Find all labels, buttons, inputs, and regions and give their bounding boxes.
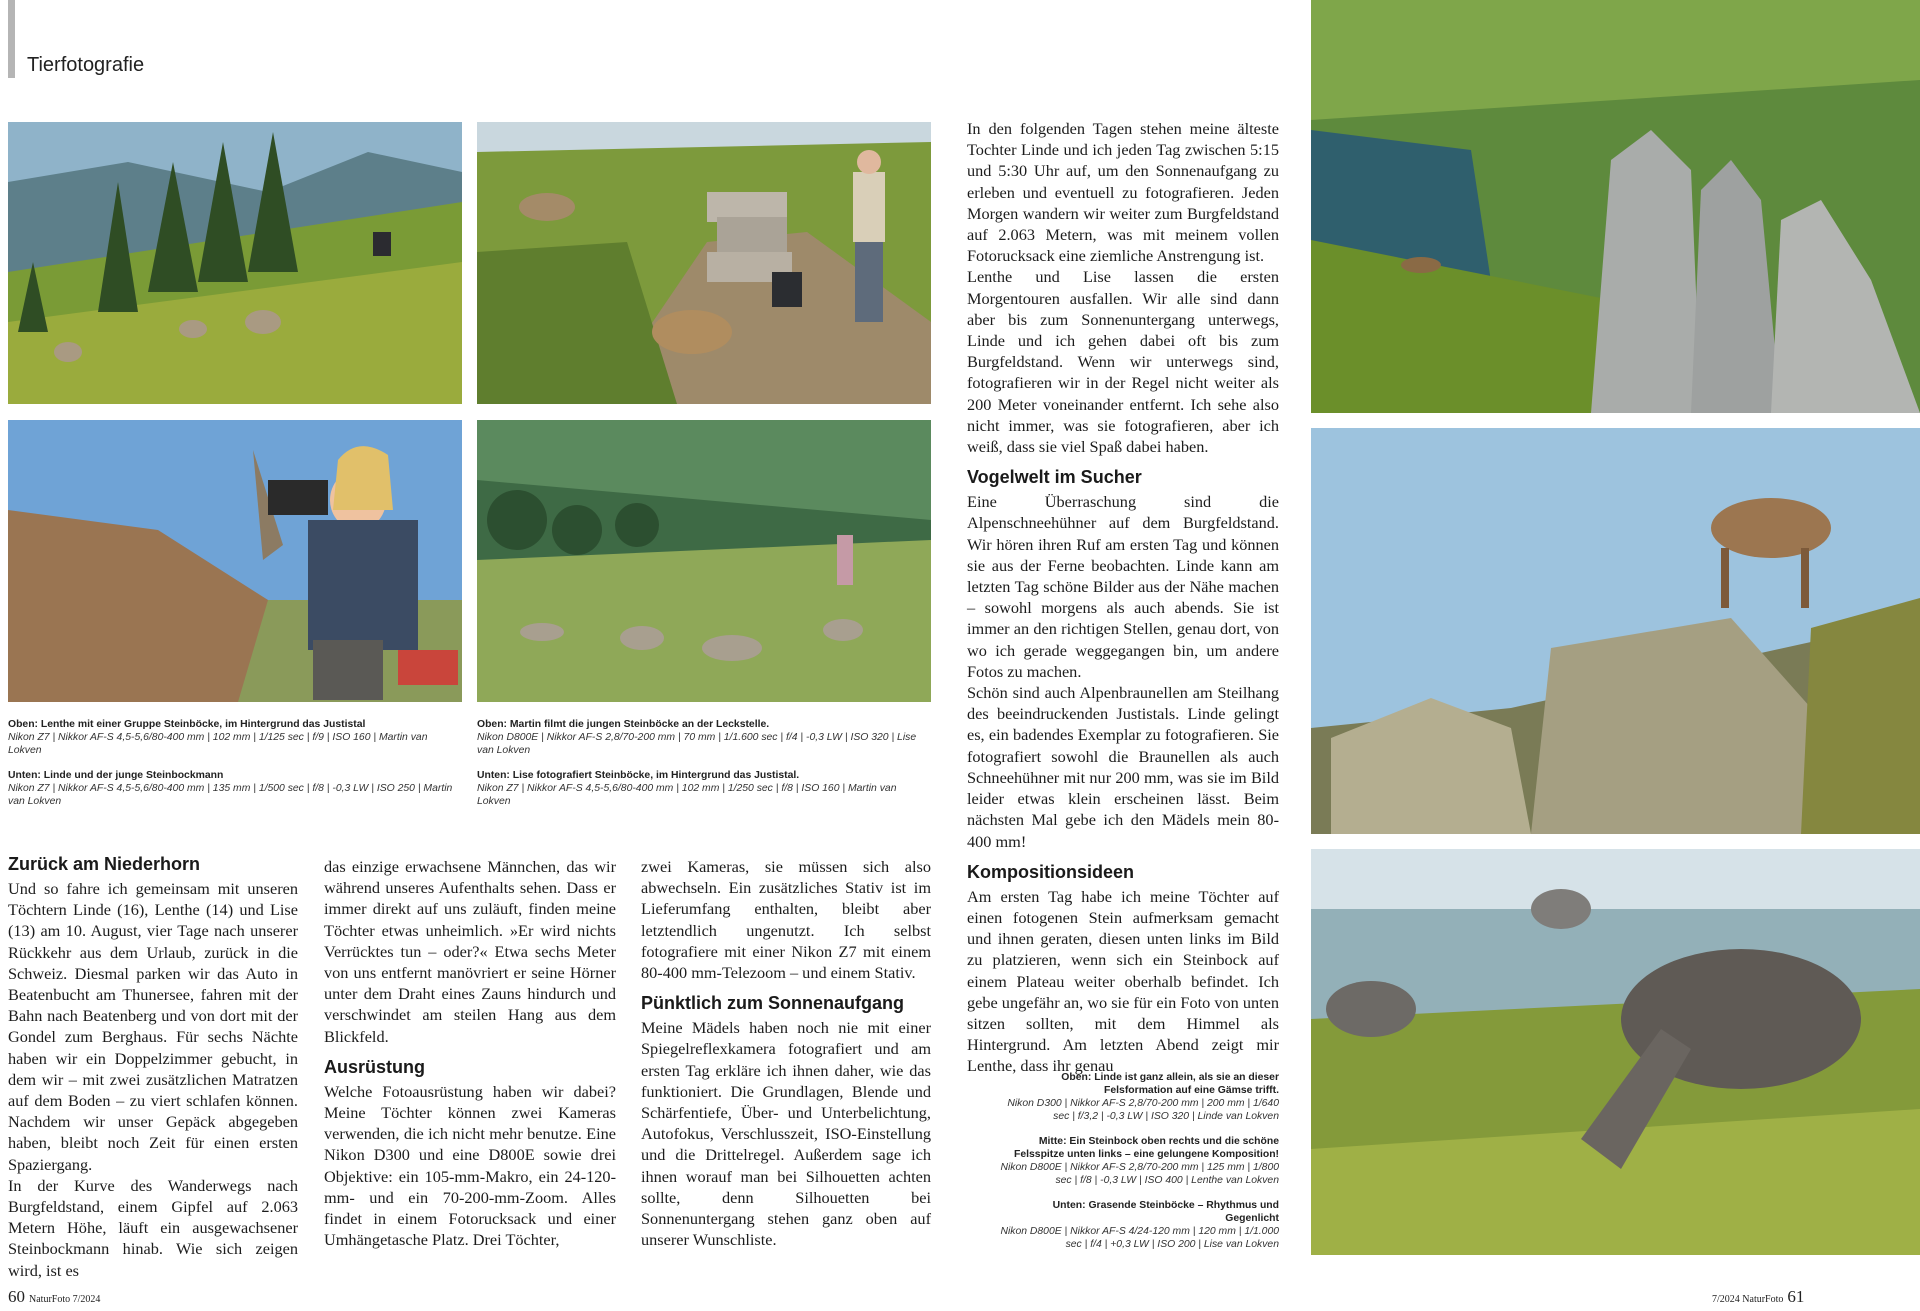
caption-meta: Nikon D800E | Nikkor AF-S 2,8/70-200 mm | 70 mm | 1/1.600 sec | f/4 | -0,3 LW | ISO 320 | Lise van Lokven <box>477 732 917 756</box>
caption-title: Unten: Grasende Steinböcke – Rhythmus und Gegenlicht <box>1052 1200 1279 1224</box>
captions-left <box>8 718 462 820</box>
photo-grasende-steinboecke <box>1311 849 1920 1255</box>
paragraph: Lenthe und Lise lassen die ersten Morgentouren ausfallen. Wir alle sind dann aber bis zum Sonnenuntergang unterwegs, Linde und ich gehen dabei oft bis zum Burgfeldstand. Wenn wir unterwegs sind, fotografieren wir in der Regel nicht weiter als 200 Meter voneinander entfernt. Ich sehe also nicht immer, was sie fotografieren, aber ich weiß, dass sie viel Spaß dabei haben. <box>967 267 1279 457</box>
caption-title: Oben: Martin filmt die jungen Steinböcke an der Leckstelle. <box>477 719 770 730</box>
photo-linde-steinbock <box>8 420 462 702</box>
paragraph: Und so fahre ich gemeinsam mit unseren Töchtern Linde (16), Lenthe (14) und Lise (13) am 10. August, vier Tage nach unserer Rückkehr aus dem Urlaub, zurück in die Schweiz. Diesmal parken wir das Auto in Beatenbucht am Thunersee, fahren mit der Bahn nach Beatenberg und von dort mit der Gondel zum Berghaus. Für sechs Nächte haben wir ein Doppelzimmer gebucht, in dem wir – mit zwei zusätzlichen Matratzen auf dem Boden – zu viert schlafen können. Nachdem wir unser Gepäck abgegeben haben, bleibt noch Zeit für einen ersten Spaziergang. <box>8 879 298 1174</box>
paragraph: zwei Kameras, sie müssen sich also abwechseln. Ein zusätzliches Stativ ist im Lieferumfang enthalten, bleibt aber letztendlich ungenutzt. Ich selbst fotografiere mit einer Nikon Z7 mit einem 80-400 mm-Telezoom – und einem Stativ. <box>641 857 931 983</box>
caption-meta: Nikon Z7 | Nikkor AF-S 4,5-5,6/80-400 mm | 102 mm | 1/250 sec | f/8 | ISO 160 | Martin van Lokven <box>477 783 897 807</box>
photo-linde-gaemse <box>1311 0 1920 413</box>
caption-meta: Nikon D800E | Nikkor AF-S 4/24-120 mm | 120 mm | 1/1.000 sec | f/4 | +0,3 LW | ISO 200 | Lise van Lokven <box>1000 1226 1279 1250</box>
photo-lise-fotografiert <box>477 420 931 702</box>
heading-kompositionsideen: Kompositionsideen <box>967 861 1135 882</box>
caption-title: Unten: Linde und der junge Steinbockmann <box>8 770 224 781</box>
heading-ausruestung: Ausrüstung <box>324 1056 425 1077</box>
text-column-3 <box>641 856 931 1250</box>
folio-left <box>8 1287 100 1307</box>
caption-meta: Nikon D300 | Nikkor AF-S 2,8/70-200 mm | 200 mm | 1/640 sec | f/3,2 | -0,3 LW | ISO 320 | Linde van Lokven <box>1007 1098 1279 1122</box>
photo-lenthe-steinboecke <box>8 122 462 404</box>
magazine-issue: NaturFoto 7/2024 <box>29 1294 101 1305</box>
heading-vogelwelt-im-sucher: Vogelwelt im Sucher <box>967 467 1142 488</box>
paragraph: Schön sind auch Alpenbraunellen am Steilhang des beeindruckenden Justistals. Linde gelingt es, ein badendes Exemplar zu fotografieren. Sie fotografiert sowohl die Braunellen als auch Schneehühner mit nur 200 mm, was sie im Bild leider etwas klein erscheinen lässt. Beim nächsten Mal gebe ich den Mädels mein 80-400 mm! <box>967 683 1279 851</box>
caption-title: Oben: Lenthe mit einer Gruppe Steinböcke, im Hintergrund das Justistal <box>8 719 366 730</box>
page-number: 61 <box>1787 1287 1805 1306</box>
magazine-issue: 7/2024 NaturFoto <box>1712 1294 1784 1305</box>
photo-martin-filmt <box>477 122 931 404</box>
heading-zurueck-am-niederhorn: Zurück am Niederhorn <box>8 854 201 874</box>
caption-meta: Nikon D800E | Nikkor AF-S 2,8/70-200 mm | 125 mm | 1/800 sec | f/8 | -0,3 LW | ISO 400 | Lenthe van Lokven <box>1000 1162 1279 1186</box>
section-title: Tierfotografie <box>27 54 145 76</box>
text-column-4 <box>967 118 1279 1077</box>
caption-title: Mitte: Ein Steinbock oben rechts und die schöne Felsspitze unten links – eine gelungene Komposition! <box>1014 1136 1279 1160</box>
photo-steinbock-fels <box>1311 428 1920 834</box>
section-marker <box>8 0 15 78</box>
caption-meta: Nikon Z7 | Nikkor AF-S 4,5-5,6/80-400 mm | 102 mm | 1/125 sec | f/9 | ISO 160 | Martin van Lokven <box>8 732 428 756</box>
paragraph: Welche Fotoausrüstung haben wir dabei? Meine Töchter können zwei Kameras verwenden, die ich nicht mehr benutze. Eine Nikon D300 und eine D800E sowie drei Objektive: ein 105-mm-Makro, ein 24-120-mm- und ein 70-200-mm-Zoom. Alles findet in einem Fotorucksack und einer Umhängetasche Platz. Drei Töchter, <box>324 1081 616 1250</box>
caption-title: Unten: Lise fotografiert Steinböcke, im Hintergrund das Justistal. <box>477 770 800 781</box>
captions-mid <box>477 718 931 820</box>
heading-puenktlich-zum-sonnenaufgang: Pünktlich zum Sonnenaufgang <box>641 993 905 1014</box>
paragraph: Eine Überraschung sind die Alpenschneehühner auf dem Burgfeldstand. Wir hören ihren Ruf am ersten Tag und können sie aus der Ferne beobachten. Linde kann am letzten Tag schöne Bilder aus der Nähe machen – sowohl morgens als auch abends. Sie ist immer an den richtigen Stellen, genau dort, von wo ich gerade weggegangen bin, um andere Fotos zu machen. <box>967 492 1279 681</box>
paragraph: Am ersten Tag habe ich meine Töchter auf einen fotogenen Stein aufmerksam gemacht und ihnen geraten, diesen unten links im Bild zu platzieren, wenn sich ein Steinbock auf einem Plateau weiter oberhalb befindet. Ich gebe ungefähr an, wo sie für ein Foto von unten sitzen sollten, mit dem Himmel als Hintergrund. Am letzten Abend zeigt mir Lenthe, dass ihr genau <box>967 886 1279 1076</box>
captions-right <box>1000 1071 1279 1263</box>
text-column-2 <box>324 856 616 1250</box>
folio-right <box>1712 1287 1804 1307</box>
paragraph: Meine Mädels haben noch nie mit einer Spiegelreflexkamera fotografiert und am ersten Tag erkläre ich ihnen daher, wie das funktioniert. Die Grundlagen, Blende und Schärfentiefe, Über- und Unterbelichtung, Autofokus, Verschlusszeit, ISO-Einstellung und die Drittelregel. Außerdem sage ich ihnen worauf man bei Silhouetten achten sollte, denn Silhouetten bei Sonnenuntergang stehen ganz oben auf unserer Wunschliste. <box>641 1018 931 1250</box>
paragraph: In den folgenden Tagen stehen meine älteste Tochter Linde und ich jeden Tag zwischen 5:15 und 5:30 Uhr auf, um den Sonnenaufgang zu erleben und eventuell zu fotografieren. Jeden Morgen wandern wir weiter zum Burgfeldstand auf 2.063 Metern, was mit meinem vollen Fotorucksack eine ziemliche Anstrengung ist. <box>967 119 1279 266</box>
caption-meta: Nikon Z7 | Nikkor AF-S 4,5-5,6/80-400 mm | 135 mm | 1/500 sec | f/8 | -0,3 LW | ISO 250 | Martin van Lokven <box>8 783 453 807</box>
paragraph: In der Kurve des Wanderwegs nach Burgfeldstand, einem Gipfel auf 2.063 Metern Höhe, läuft ein ausgewachsener Steinbockmann hinab. Wie sich zeigen wird, ist es <box>8 1175 298 1280</box>
text-column-1 <box>8 852 298 1281</box>
caption-title: Oben: Linde ist ganz allein, als sie an dieser Felsformation auf eine Gämse trifft. <box>1061 1072 1279 1096</box>
page-number: 60 <box>8 1287 25 1306</box>
paragraph: das einzige erwachsene Männchen, das wir während unseres Aufenthalts sehen. Dass er immer direkt auf uns zuläuft, finden meine Töchter etwas unheimlich. »Er wird nichts Verrücktes tun – oder?« Etwa sechs Meter von uns entfernt manövriert er seine Hörner unter dem Draht eines Zauns hindurch und verschwindet am steilen Hang aus dem Blickfeld. <box>324 857 616 1046</box>
